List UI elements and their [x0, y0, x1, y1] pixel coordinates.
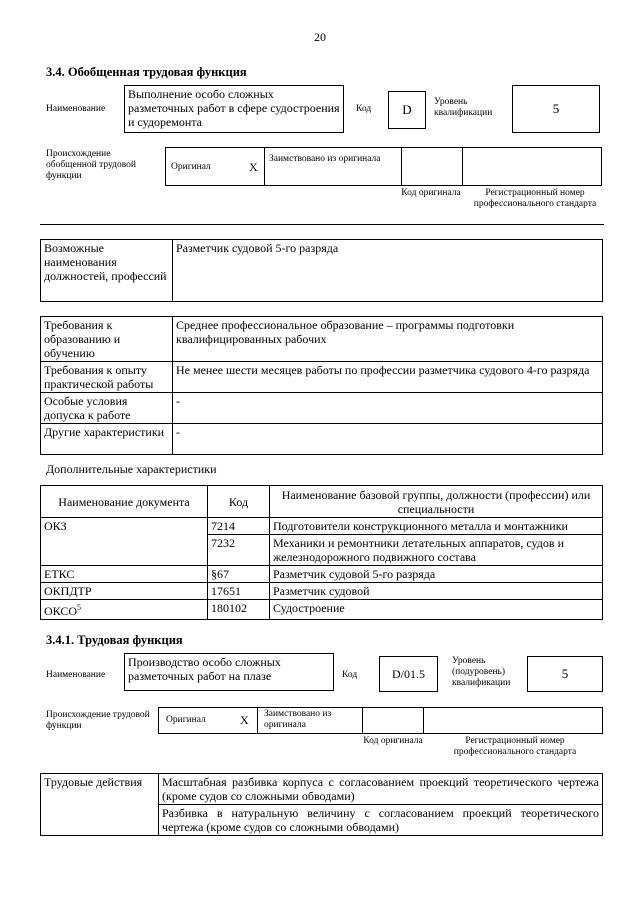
row-doc: ОКЗ [41, 518, 208, 566]
code-value: D [388, 91, 426, 129]
positions-value: Разметчик судовой 5-го разряда [173, 240, 603, 302]
origin-label: Происхождение обобщенной трудовой функции [46, 149, 136, 181]
requirement-label: Особые условия допуска к работе [41, 393, 173, 424]
row-doc [41, 600, 208, 620]
labor-actions-label: Трудовые действия [41, 774, 159, 836]
name-value: Выполнение особо сложных разметочных работ в сфере судостроения и судоремонта [124, 85, 344, 133]
additional-table [40, 485, 603, 620]
row-name: Механики и ремонтники летательных аппаратов, судов и железнодорожного подвижного состава [270, 535, 603, 566]
origin-table [165, 147, 602, 186]
level-label: Уровень квалификации [434, 97, 493, 118]
code-label: Код [342, 670, 358, 680]
original-mark: X [249, 160, 258, 174]
row-code: 7214 [208, 518, 270, 535]
positions-label: Возможные наименования должностей, профессий [41, 240, 173, 302]
labor-action-item: Разбивка в натуральную величину с согласованием проекций теоретического чертежа (кроме судов со сложными обводами) [159, 805, 603, 836]
reg-num-caption: Регистрационный номер профессионального стандарта [453, 736, 577, 757]
page-number: 20 [314, 30, 326, 44]
level-value: 5 [512, 85, 600, 133]
row-code: 17651 [208, 583, 270, 600]
additional-title: Дополнительные характеристики [46, 462, 217, 476]
row-code: §67 [208, 566, 270, 583]
requirement-label: Требования к образованию и обучению [41, 317, 173, 362]
level-value: 5 [527, 656, 603, 692]
row-name: Разметчик судовой 5-го разряда [270, 566, 603, 583]
row-code: 7232 [208, 535, 270, 566]
requirement-label: Другие характеристики [41, 424, 173, 455]
requirement-value: - [173, 424, 603, 455]
header-name: Наименование базовой группы, должности (профессии) или специальности [270, 486, 603, 518]
row-doc: ЕТКС [41, 566, 208, 583]
header-doc: Наименование документа [41, 486, 208, 518]
subsection-heading: 3.4.1. Трудовая функция [46, 633, 183, 647]
origin-table [158, 707, 603, 734]
original-mark: X [240, 713, 249, 727]
name-label: Наименование [46, 670, 106, 680]
positions-table [40, 239, 603, 302]
original-label: Оригинал [166, 715, 206, 725]
section-heading: 3.4. Обобщенная трудовая функция [46, 65, 247, 79]
origin-code-caption: Код оригинала [401, 188, 461, 198]
requirement-label: Требования к опыту практической работы [41, 362, 173, 393]
header-code: Код [208, 486, 270, 518]
labor-action-item: Масштабная разбивка корпуса с согласованием проекций теоретического чертежа (кроме судов со сложными обводами) [159, 774, 603, 805]
name-value: Производство особо сложных разметочных работ на плазе [124, 653, 334, 691]
borrowed-label: Заимствовано из оригинала [264, 709, 332, 730]
requirement-value: Не менее шести месяцев работы по профессии разметчика судового 4-го разряда [173, 362, 603, 393]
row-name: Подготовители конструкционного металла и монтажники [270, 518, 603, 535]
origin-label: Происхождение трудовой функции [46, 710, 150, 731]
code-label: Код [356, 104, 372, 114]
level-label: Уровень (подуровень) квалификации [452, 656, 511, 688]
borrowed-label: Заимствовано из оригинала [269, 154, 381, 164]
requirement-value: Среднее профессиональное образование – программы подготовки квалифицированных рабочих [173, 317, 603, 362]
code-value: D/01.5 [379, 656, 438, 692]
divider [40, 224, 604, 225]
reg-num-caption: Регистрационный номер профессионального стандарта [473, 188, 597, 209]
labor-actions-table [40, 773, 603, 836]
requirement-value: - [173, 393, 603, 424]
footnote-ref: 5 [77, 603, 82, 612]
original-label: Оригинал [171, 162, 211, 172]
row-code: 180102 [208, 600, 270, 620]
row-doc: ОКПДТР [41, 583, 208, 600]
origin-code-caption: Код оригинала [363, 736, 423, 746]
name-label: Наименование [46, 104, 106, 114]
row-doc-text: ОКСО [44, 604, 78, 618]
row-name: Судостроение [270, 600, 603, 620]
requirements-table [40, 316, 603, 455]
row-name: Разметчик судовой [270, 583, 603, 600]
